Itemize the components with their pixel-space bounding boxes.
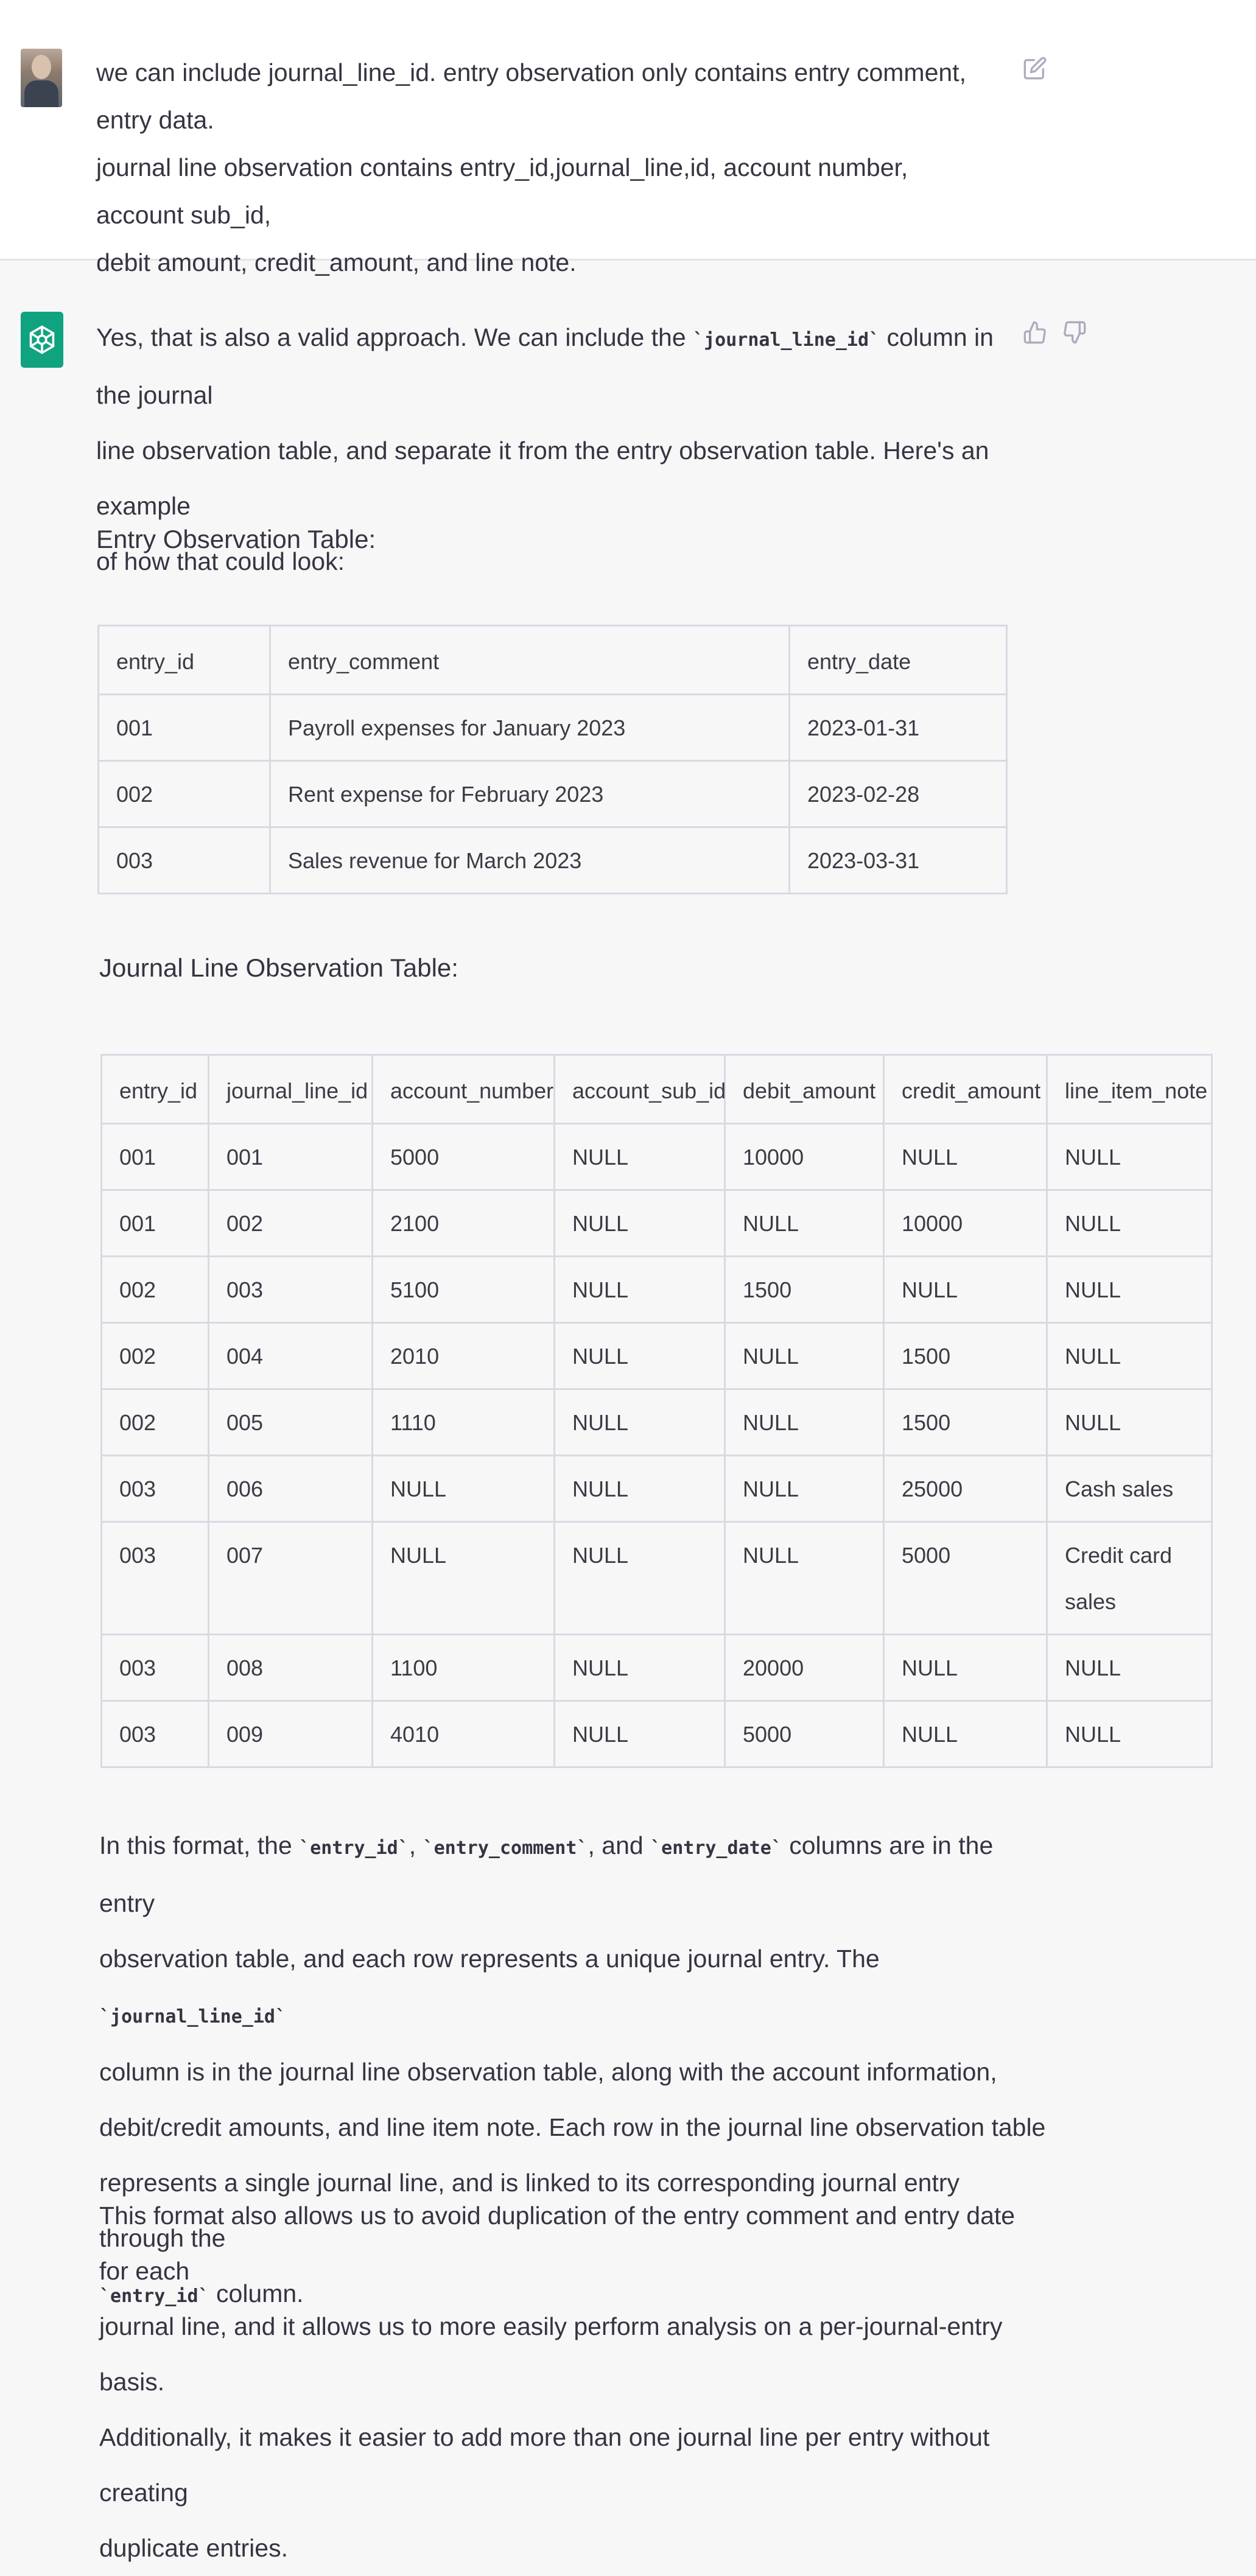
table-cell: 003 [102, 1522, 209, 1635]
table-cell: 001 [102, 1124, 209, 1190]
paragraph-line [99, 1931, 1049, 2044]
table-cell: NULL [725, 1190, 884, 1257]
journal-line-observation-table [100, 1054, 1213, 1768]
table-cell: 009 [209, 1701, 373, 1767]
paragraph-text: In this format, the [99, 1831, 300, 1859]
table-cell: 5000 [884, 1522, 1047, 1635]
table-cell: NULL [1047, 1257, 1212, 1323]
table-cell: NULL [555, 1257, 725, 1323]
table-row [102, 1522, 1212, 1635]
table-cell: Rent expense for February 2023 [270, 761, 790, 827]
table-cell: 1500 [884, 1389, 1047, 1456]
table-cell: NULL [373, 1456, 555, 1522]
table-cell: NULL [725, 1456, 884, 1522]
table-cell: 1100 [373, 1635, 555, 1701]
table-cell: 003 [102, 1456, 209, 1522]
inline-code: `entry_id` [299, 1837, 409, 1859]
column-header: entry_id [102, 1055, 209, 1124]
user-message-text [96, 49, 991, 286]
user-line: we can include journal_line_id. entry observation only contains entry comment, entry data. [96, 58, 966, 134]
table-row [102, 1257, 1212, 1323]
user-avatar [21, 49, 62, 107]
table-cell: NULL [373, 1522, 555, 1635]
thumbs-up-icon[interactable] [1023, 318, 1047, 347]
intro-line: line observation table, and separate it from the entry observation table. Here's an example [96, 437, 989, 520]
table-cell: 002 [99, 761, 270, 827]
column-header: debit_amount [725, 1055, 884, 1124]
table-cell: 5100 [373, 1257, 555, 1323]
column-header: journal_line_id [209, 1055, 373, 1124]
paragraph-text: column. [209, 2279, 304, 2308]
table-cell: 008 [209, 1635, 373, 1701]
table-cell: NULL [555, 1456, 725, 1522]
user-line: journal line observation contains entry_id,journal_line,id, account number, account sub_id, [96, 153, 908, 229]
intro-line [96, 310, 1009, 423]
table-row [99, 695, 1007, 761]
paragraph-line: Additionally, it makes it easier to add more than one journal line per entry without creating [99, 2423, 990, 2507]
paragraph-line: journal line, and it allows us to more easily perform analysis on a per-journal-entry basis. [99, 2312, 1003, 2396]
inline-code: `journal_line_id` [693, 329, 880, 351]
table-header-row [99, 626, 1007, 695]
table-cell: Payroll expenses for January 2023 [270, 695, 790, 761]
table-row [99, 827, 1007, 894]
table-header-row [102, 1055, 1212, 1124]
table-cell: 1110 [373, 1389, 555, 1456]
table-row [102, 1190, 1212, 1257]
table-cell: 003 [209, 1257, 373, 1323]
table-cell: 2023-03-31 [790, 827, 1007, 894]
entry-observation-table [97, 625, 1008, 894]
openai-logo-icon [26, 323, 58, 356]
table-cell: NULL [725, 1389, 884, 1456]
thumbs-down-icon[interactable] [1062, 318, 1087, 347]
table-cell: NULL [725, 1323, 884, 1389]
user-message [0, 0, 1256, 276]
column-header: account_number [373, 1055, 555, 1124]
table-cell: NULL [1047, 1323, 1212, 1389]
table-row [99, 761, 1007, 827]
table-cell: 002 [102, 1323, 209, 1389]
inline-code: `journal_line_id` [99, 2006, 287, 2027]
table-cell: NULL [1047, 1124, 1212, 1190]
intro-text: Yes, that is also a valid approach. We can include the [96, 323, 693, 351]
inline-code: `entry_date` [650, 1837, 782, 1859]
table-cell: 005 [209, 1389, 373, 1456]
table-cell: 10000 [884, 1190, 1047, 1257]
table-cell: 002 [102, 1389, 209, 1456]
table-cell: NULL [884, 1701, 1047, 1767]
column-header: entry_id [99, 626, 270, 695]
paragraph-line [99, 1818, 1049, 1931]
table-cell: 25000 [884, 1456, 1047, 1522]
paragraph-line: This format also allows us to avoid duplication of the entry comment and entry date for each [99, 2202, 1016, 2285]
journal-table-heading: Journal Line Observation Table: [99, 953, 458, 982]
table-cell: 001 [209, 1124, 373, 1190]
inline-code: `entry_comment` [423, 1837, 588, 1859]
table-cell: NULL [1047, 1635, 1212, 1701]
table-cell: 001 [102, 1190, 209, 1257]
table-cell: 003 [102, 1701, 209, 1767]
table-cell: 2010 [373, 1323, 555, 1389]
table-cell: 2023-01-31 [790, 695, 1007, 761]
edit-icon[interactable] [1023, 56, 1047, 80]
intro-text: column in the journal [96, 323, 994, 409]
table-cell: 007 [209, 1522, 373, 1635]
table-cell: Cash sales [1047, 1456, 1212, 1522]
table-cell: 5000 [725, 1701, 884, 1767]
entry-table-heading: Entry Observation Table: [96, 525, 376, 553]
table-cell: 003 [102, 1635, 209, 1701]
table-row [102, 1635, 1212, 1701]
table-cell: NULL [555, 1323, 725, 1389]
assistant-paragraph-2 [99, 2188, 1049, 2576]
table-cell: NULL [1047, 1190, 1212, 1257]
paragraph-text: , [409, 1831, 423, 1859]
table-cell: NULL [555, 1522, 725, 1635]
table-cell: 001 [99, 695, 270, 761]
table-row [102, 1701, 1212, 1767]
table-row [102, 1389, 1212, 1456]
paragraph-line: debit/credit amounts, and line item note. Each row in the journal line observation table [99, 2113, 1046, 2141]
paragraph-line: duplicate entries. [99, 2534, 288, 2562]
table-row [102, 1323, 1212, 1389]
table-cell: NULL [555, 1190, 725, 1257]
table-cell: NULL [555, 1635, 725, 1701]
table-cell: NULL [725, 1522, 884, 1635]
table-cell: 2023-02-28 [790, 761, 1007, 827]
table-cell: 002 [102, 1257, 209, 1323]
table-cell: NULL [1047, 1701, 1212, 1767]
table-row [102, 1124, 1212, 1190]
column-header: credit_amount [884, 1055, 1047, 1124]
table-cell: NULL [884, 1124, 1047, 1190]
table-cell: 20000 [725, 1635, 884, 1701]
column-header: entry_date [790, 626, 1007, 695]
table-cell: 002 [209, 1190, 373, 1257]
table-cell: 006 [209, 1456, 373, 1522]
table-cell: NULL [555, 1701, 725, 1767]
column-header: line_item_note [1047, 1055, 1212, 1124]
column-header: account_sub_id [555, 1055, 725, 1124]
paragraph-line: column is in the journal line observation table, along with the account information, [99, 2058, 997, 2086]
table-row [102, 1456, 1212, 1522]
table-cell: NULL [884, 1257, 1047, 1323]
table-cell: 1500 [884, 1323, 1047, 1389]
table-cell: NULL [555, 1389, 725, 1456]
table-cell: Credit card sales [1047, 1522, 1212, 1635]
inline-code: `entry_id` [99, 2286, 209, 2307]
assistant-avatar [21, 312, 63, 368]
table-cell: 5000 [373, 1124, 555, 1190]
table-cell: 2100 [373, 1190, 555, 1257]
user-line: debit amount, credit_amount, and line note. [96, 248, 577, 276]
table-cell: Sales revenue for March 2023 [270, 827, 790, 894]
paragraph-text: observation table, and each row represents a unique journal entry. The [99, 1945, 880, 1973]
paragraph-line: represents a single journal line, and is linked to its corresponding journal entry through the [99, 2169, 960, 2252]
paragraph-text: , and [588, 1831, 651, 1859]
table-cell: NULL [884, 1635, 1047, 1701]
table-cell: NULL [555, 1124, 725, 1190]
intro-line: of how that could look: [96, 547, 345, 575]
column-header: entry_comment [270, 626, 790, 695]
table-cell: 10000 [725, 1124, 884, 1190]
table-cell: 003 [99, 827, 270, 894]
table-cell: NULL [1047, 1389, 1212, 1456]
paragraph-text: columns are in the entry [99, 1831, 994, 1917]
table-cell: 1500 [725, 1257, 884, 1323]
table-cell: 004 [209, 1323, 373, 1389]
table-cell: 4010 [373, 1701, 555, 1767]
